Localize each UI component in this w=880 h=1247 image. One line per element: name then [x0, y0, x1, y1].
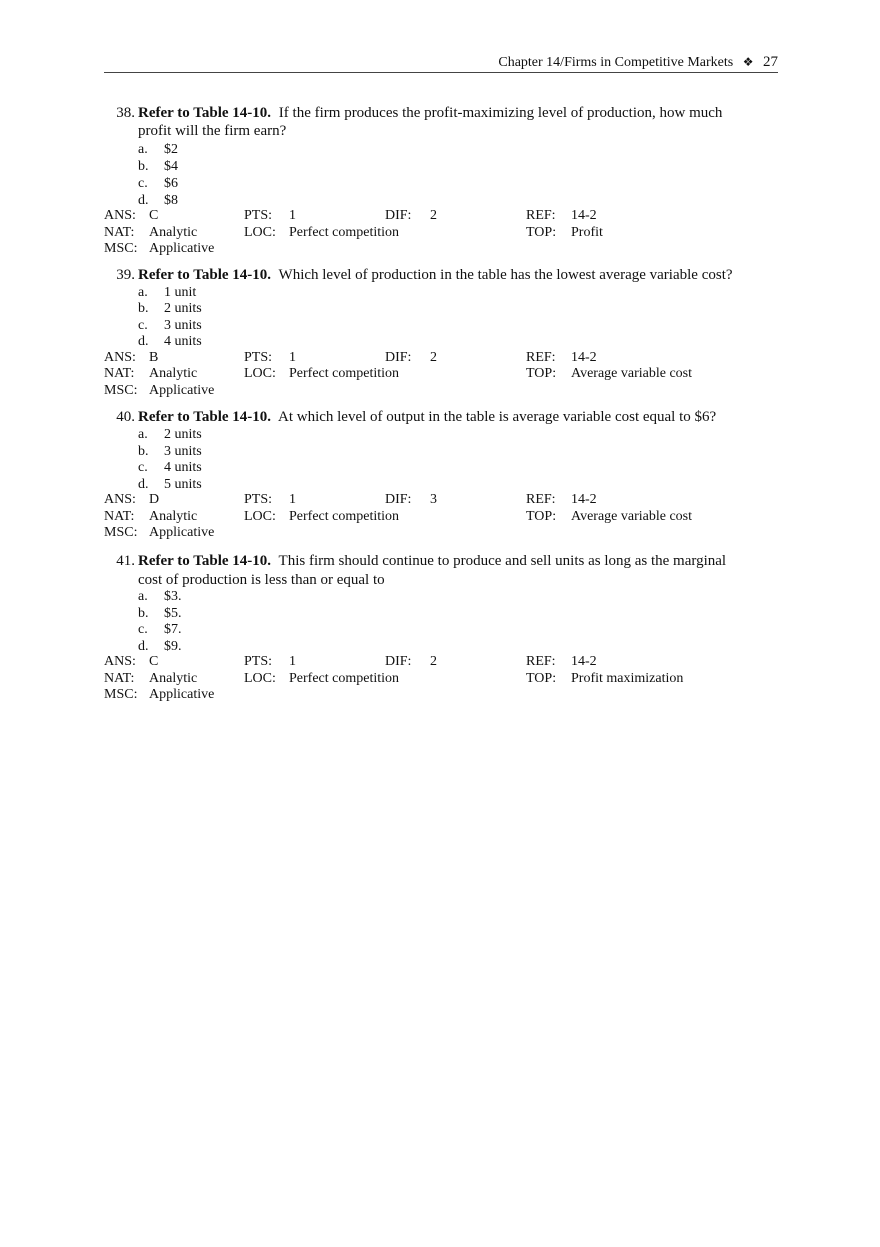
- option-text: 4 units: [164, 460, 202, 475]
- nat-value: Analytic: [149, 225, 198, 240]
- top-label: TOP:: [526, 509, 557, 524]
- question-number: 40.: [116, 409, 135, 425]
- ans-value: B: [149, 350, 159, 365]
- question-stem: [138, 104, 778, 122]
- msc-value: Applicative: [149, 383, 215, 398]
- option-letter: a.: [138, 427, 148, 442]
- option-letter: d.: [138, 639, 149, 654]
- pts-label: PTS:: [244, 350, 273, 365]
- ans-value: D: [149, 492, 160, 507]
- question-stem: [138, 552, 778, 570]
- msc-label: MSC:: [104, 241, 138, 256]
- ans-label: ANS:: [104, 350, 136, 365]
- dif-label: DIF:: [385, 654, 412, 669]
- option-text: $8: [164, 193, 178, 208]
- option-text: $6: [164, 176, 178, 191]
- ref-label: REF:: [526, 654, 556, 669]
- msc-label: MSC:: [104, 687, 138, 702]
- question-text-line2: profit will the firm earn?: [138, 123, 287, 139]
- pts-label: PTS:: [244, 208, 273, 223]
- ref-label: REF:: [526, 350, 556, 365]
- ref-value: 14-2: [571, 350, 597, 365]
- ref-label: REF:: [526, 492, 556, 507]
- pts-value: 1: [289, 350, 296, 365]
- loc-label: LOC:: [244, 509, 276, 524]
- option-letter: d.: [138, 193, 149, 208]
- question-number: 41.: [116, 553, 135, 569]
- ans-label: ANS:: [104, 492, 136, 507]
- option-text: 2 units: [164, 301, 202, 316]
- option-letter: d.: [138, 477, 149, 492]
- diamond-ornament-icon: ❖: [742, 55, 754, 69]
- page-header: [104, 53, 778, 73]
- dif-value: 2: [430, 208, 437, 223]
- loc-label: LOC:: [244, 225, 276, 240]
- top-value: Average variable cost: [571, 509, 693, 524]
- nat-value: Analytic: [149, 366, 198, 381]
- question-stem: [138, 408, 778, 426]
- option-letter: b.: [138, 606, 149, 621]
- dif-label: DIF:: [385, 350, 412, 365]
- question-text-line1: If the firm produces the profit-maximizing level of production, how much: [278, 105, 723, 121]
- top-label: TOP:: [526, 225, 557, 240]
- option-text: 5 units: [164, 477, 202, 492]
- nat-value: Analytic: [149, 509, 198, 524]
- option-letter: c.: [138, 460, 148, 475]
- loc-value: Perfect competition: [289, 509, 400, 524]
- ans-label: ANS:: [104, 654, 136, 669]
- option-text: $7.: [164, 622, 182, 637]
- question-text-line2: cost of production is less than or equal to: [138, 572, 385, 588]
- ref-value: 14-2: [571, 208, 597, 223]
- option-letter: a.: [138, 142, 148, 157]
- pts-value: 1: [289, 208, 296, 223]
- dif-label: DIF:: [385, 492, 412, 507]
- top-value: Average variable cost: [571, 366, 693, 381]
- option-letter: b.: [138, 301, 149, 316]
- loc-value: Perfect competition: [289, 225, 400, 240]
- dif-label: DIF:: [385, 208, 412, 223]
- option-letter: c.: [138, 176, 148, 191]
- ref-value: 14-2: [571, 654, 597, 669]
- pts-value: 1: [289, 492, 296, 507]
- msc-value: Applicative: [149, 687, 215, 702]
- dif-value: 2: [430, 654, 437, 669]
- option-letter: a.: [138, 589, 148, 604]
- dif-value: 3: [430, 492, 437, 507]
- nat-label: NAT:: [104, 225, 135, 240]
- nat-label: NAT:: [104, 509, 135, 524]
- nat-label: NAT:: [104, 366, 135, 381]
- ref-value: 14-2: [571, 492, 597, 507]
- chapter-title: Chapter 14/Firms in Competitive Markets: [498, 55, 734, 70]
- top-value: Profit maximization: [571, 671, 684, 686]
- top-value: Profit: [571, 225, 603, 240]
- question-number: 39.: [116, 267, 135, 283]
- loc-label: LOC:: [244, 366, 276, 381]
- top-label: TOP:: [526, 671, 557, 686]
- option-text: 3 units: [164, 318, 202, 333]
- option-letter: b.: [138, 159, 149, 174]
- dif-value: 2: [430, 350, 437, 365]
- ans-value: C: [149, 654, 159, 669]
- ref-label: REF:: [526, 208, 556, 223]
- pts-label: PTS:: [244, 654, 273, 669]
- option-text: $3.: [164, 589, 182, 604]
- question-stem: [138, 266, 778, 284]
- ans-value: C: [149, 208, 159, 223]
- option-text: $2: [164, 142, 178, 157]
- table-reference: Refer to Table 14-10.: [138, 553, 272, 569]
- msc-label: MSC:: [104, 525, 138, 540]
- loc-label: LOC:: [244, 671, 276, 686]
- nat-label: NAT:: [104, 671, 135, 686]
- option-text: 4 units: [164, 334, 202, 349]
- option-text: 3 units: [164, 444, 202, 459]
- loc-value: Perfect competition: [289, 671, 400, 686]
- msc-value: Applicative: [149, 525, 215, 540]
- loc-value: Perfect competition: [289, 366, 400, 381]
- option-text: $9.: [164, 639, 182, 654]
- option-text: 1 unit: [164, 285, 197, 300]
- question-number: 38.: [116, 105, 135, 121]
- option-text: $4: [164, 159, 178, 174]
- option-text: 2 units: [164, 427, 202, 442]
- option-letter: c.: [138, 622, 148, 637]
- nat-value: Analytic: [149, 671, 198, 686]
- ans-label: ANS:: [104, 208, 136, 223]
- page-number: 27: [763, 54, 778, 70]
- option-letter: c.: [138, 318, 148, 333]
- pts-label: PTS:: [244, 492, 273, 507]
- msc-label: MSC:: [104, 383, 138, 398]
- top-label: TOP:: [526, 366, 557, 381]
- question-text-line1: Which level of production in the table has the lowest average variable cost?: [278, 267, 733, 283]
- table-reference: Refer to Table 14-10.: [138, 409, 272, 425]
- option-letter: d.: [138, 334, 149, 349]
- table-reference: Refer to Table 14-10.: [138, 105, 272, 121]
- option-letter: b.: [138, 444, 149, 459]
- option-text: $5.: [164, 606, 182, 621]
- question-text-line1: At which level of output in the table is average variable cost equal to $6?: [277, 409, 717, 425]
- msc-value: Applicative: [149, 241, 215, 256]
- question-text-line1: This firm should continue to produce and sell units as long as the marginal: [278, 553, 727, 569]
- option-letter: a.: [138, 285, 148, 300]
- table-reference: Refer to Table 14-10.: [138, 267, 272, 283]
- pts-value: 1: [289, 654, 296, 669]
